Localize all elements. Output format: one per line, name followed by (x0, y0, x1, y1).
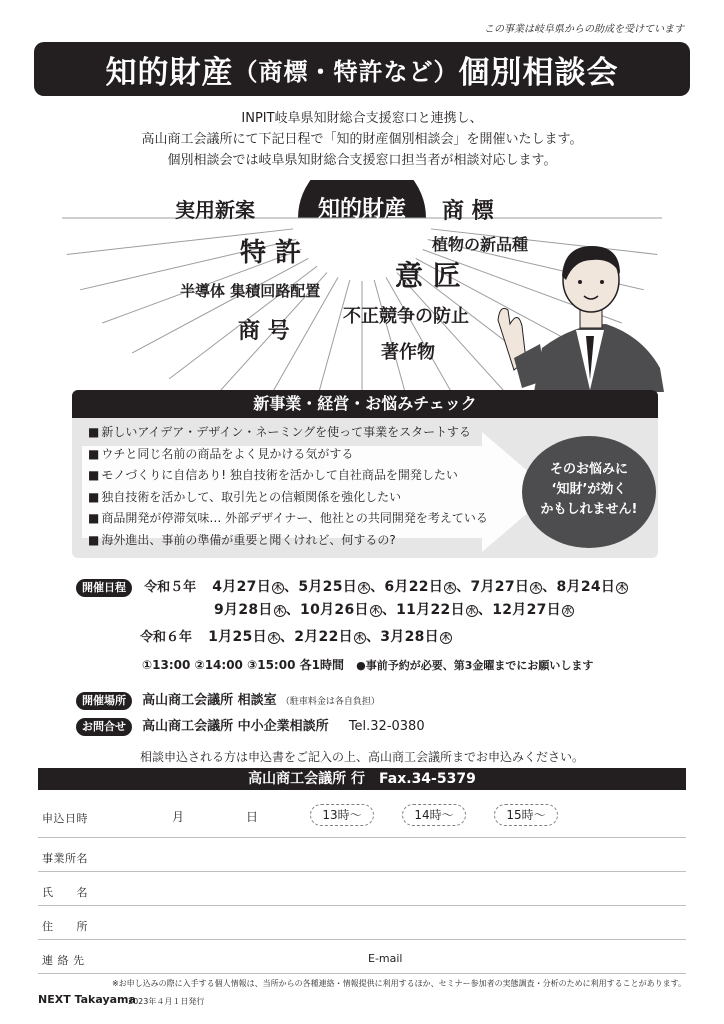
subsidy-note: この事業は岐阜県からの助成を受けています (484, 24, 684, 35)
keyword-utility: 実用新案 (175, 198, 255, 222)
keyword-semiconductor: 半導体 集積回路配置 (180, 282, 321, 300)
schedule-date: 8月24日 (556, 579, 616, 595)
title-part2: （商標・特許など） (233, 57, 459, 86)
contact-text: 高山商工会議所 中小企業相談所 (142, 719, 329, 734)
schedule-date: 5月25日 (298, 579, 358, 595)
schedule-date: 6月22日 (384, 579, 444, 595)
privacy-note: ※お申し込みの際に入手する個人情報は、当所からの各種連絡・情報提供に利用するほか、セミナー参加者の実態調査・分析のために利用することがあります。 (111, 979, 686, 988)
keyword-copyright: 著作物 (381, 342, 435, 363)
date-label: 申込日時 (42, 812, 88, 825)
email-label: E-mail (368, 952, 403, 965)
schedule-dates-2: 9月28日 木 、10月26日 木 、11月22日 水 、12月27日 水 (214, 602, 573, 618)
weekday-badge: 木 (532, 583, 541, 592)
weekday-badge: 木 (445, 583, 455, 592)
form-row-contact[interactable] (38, 940, 686, 974)
keyword-center: 知的財産 (317, 197, 406, 222)
schedule-date: 10月26日 (300, 602, 369, 618)
ip-helps-bubble (522, 436, 656, 548)
venue-label: 開催場所 (76, 692, 132, 710)
intro-line: 高山商工会議所にて下記日程で「知的財産個別相談会」を開催いたします。 (141, 132, 583, 147)
form-row-name[interactable] (38, 872, 686, 906)
schedule-times (142, 656, 593, 673)
keyword-tradename: 商 号 (238, 319, 290, 344)
form-row-business[interactable] (38, 838, 686, 872)
weekday-badge: 木 (618, 583, 627, 592)
schedule-date: 1月25日 (208, 629, 267, 645)
schedule-label: 開催日程 (76, 579, 132, 597)
title-part1: 知的財産 (105, 54, 234, 91)
business-label: 事業所名 (42, 852, 88, 865)
schedule-line-2 (214, 599, 574, 619)
form-row-address[interactable] (38, 906, 686, 940)
weekday-badge: 水 (563, 606, 573, 615)
slot-15[interactable]: 15時～ (494, 804, 558, 826)
time-slots: ①13:00 ②14:00 ③15:00 各1時間 (142, 658, 344, 672)
schedule-year-2: 令和６年 (140, 630, 193, 645)
bubble-line: かもしれません! (540, 502, 638, 517)
schedule-line-3 (140, 626, 452, 646)
title-part3: 個別相談会 (458, 54, 619, 91)
schedule-dates-3: 1月25日 木 、2月22日 木 、3月28日 木 (208, 629, 451, 645)
schedule-date: 11月22日 (396, 602, 465, 618)
month-field[interactable]: 月 (172, 810, 185, 824)
weekday-badge: 木 (371, 606, 380, 615)
check-item: ■ 新しいアイデア・デザイン・ネーミングを使って事業をスタートする (88, 422, 488, 444)
schedule-date: 4月27日 (212, 579, 272, 595)
slot-13[interactable]: 13時～ (310, 804, 374, 826)
form-row-date (38, 790, 686, 838)
schedule-date: 3月28日 (380, 629, 439, 645)
weekday-badge: 木 (273, 583, 283, 592)
reservation-note: ●事前予約が必要、第3金曜までにお願いします (356, 659, 594, 672)
application-form (38, 790, 686, 974)
check-item: ■ モノづくりに自信あり! 独自技術を活かして自社商品を開発したい (88, 465, 488, 487)
intro-line: 個別相談会では岐阜県知財総合支援窓口担当者が相談対応します。 (167, 153, 557, 168)
contact-field-label: 連 絡 先 (42, 954, 85, 967)
weekday-badge: 木 (441, 633, 451, 642)
address-label: 住 所 (42, 920, 88, 933)
check-item: ■ 独自技術を活かして、取引先との信頼関係を強化したい (88, 487, 488, 509)
venue-text: 高山商工会議所 相談室 (142, 693, 277, 708)
weekday-badge: 木 (359, 583, 369, 592)
name-label: 氏 名 (42, 886, 88, 899)
weekday-badge: 木 (355, 633, 365, 642)
weekday-badge: 木 (275, 606, 284, 615)
bubble-line: そのお悩みに (549, 462, 628, 477)
fax-header: 高山商工会議所 行 Fax.34-5379 (38, 768, 686, 790)
contact-label: お問合せ (76, 718, 132, 736)
page-title (34, 42, 690, 96)
businessman-illustration (494, 240, 664, 392)
weekday-badge: 水 (467, 606, 477, 615)
apply-note: 相談申込される方は申込書をご記入の上、高山商工会議所までお申込みください。 (139, 750, 584, 764)
check-item: ■ 海外進出、事前の準備が重要と聞くけれど、何するの? (88, 530, 488, 552)
schedule-date: 12月27日 (492, 602, 561, 618)
day-field[interactable]: 日 (246, 810, 259, 824)
keyword-unfair: 不正競争の防止 (343, 306, 469, 327)
schedule-dates-1: 4月27日 木 、5月25日 木 、6月22日 木 、7月27日 木 、8月24日 木 (212, 579, 627, 595)
concern-check-panel (72, 390, 658, 558)
keyword-plant: 植物の新品種 (432, 235, 529, 254)
footer-brand: NEXT Takayama (38, 993, 136, 1006)
check-item: ■ ウチと同じ名前の商品をよく見かける気がする (88, 444, 488, 466)
schedule-date: 7月27日 (470, 579, 530, 595)
keyword-design: 意 匠 (395, 259, 461, 292)
schedule-date: 2月22日 (294, 629, 353, 645)
intro-text (0, 108, 724, 171)
check-item: ■ 商品開発が停滞気味… 外部デザイナー、他社との共同開発を考えている (88, 508, 488, 530)
slot-14[interactable]: 14時～ (402, 804, 466, 826)
weekday-badge: 木 (269, 633, 279, 642)
venue-row (76, 689, 380, 710)
contact-tel: Tel.32-0380 (348, 719, 425, 734)
check-list (88, 422, 488, 551)
check-heading: 新事業・経営・お悩みチェック (72, 390, 658, 418)
contact-row (76, 715, 425, 736)
keyword-trademark: 商 標 (442, 199, 494, 224)
schedule-line-1 (76, 576, 628, 597)
schedule-date: 9月28日 (214, 602, 273, 618)
intro-line: INPIT岐阜県知財総合支援窓口と連携し、 (241, 111, 483, 126)
bubble-line: ‘知財’が効く (551, 482, 627, 497)
footer-date: 2023年４月１日発行 (128, 997, 205, 1006)
venue-note: （駐車料金は各自負担） (280, 697, 380, 707)
keyword-patent: 特 許 (240, 238, 302, 268)
schedule-year-1: 令和５年 (144, 580, 197, 595)
